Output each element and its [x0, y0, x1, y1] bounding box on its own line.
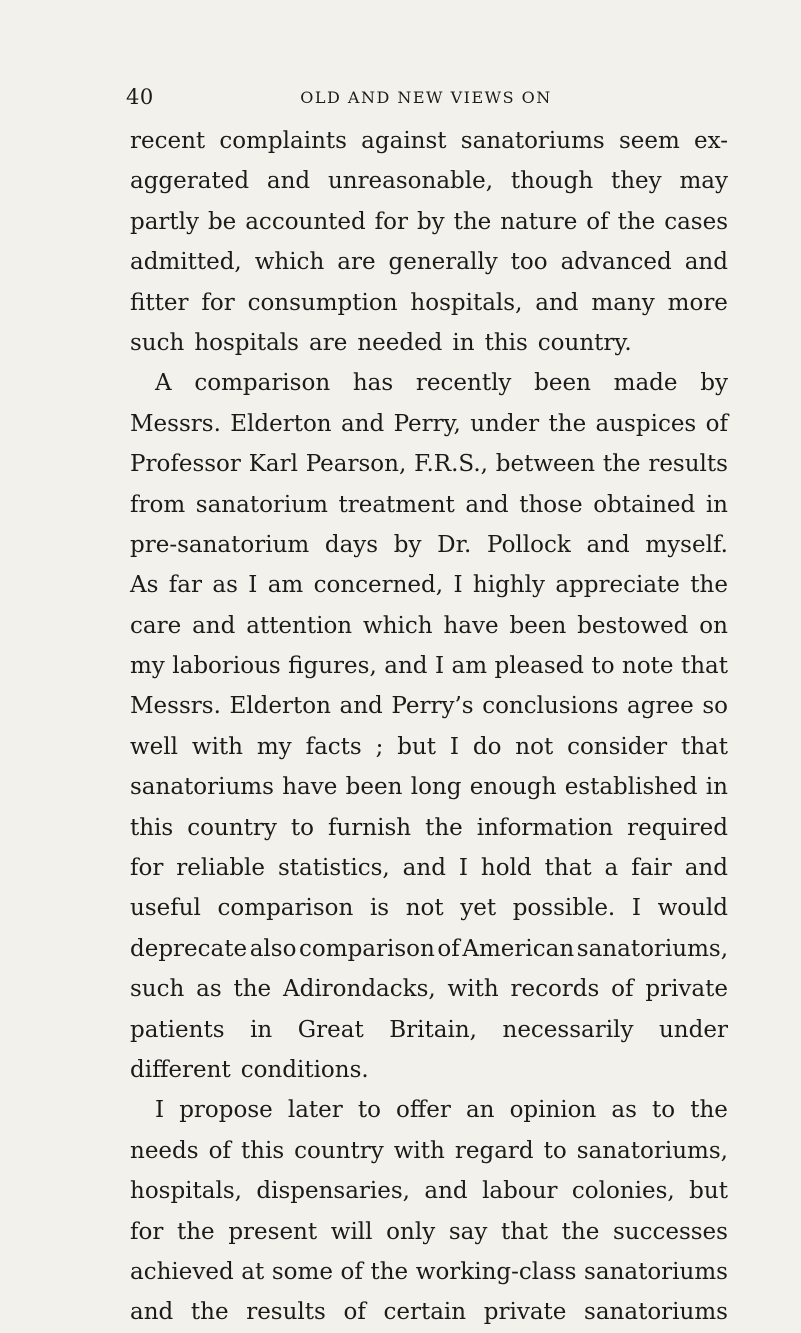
- text-line: this country to furnish the information required: [130, 814, 728, 841]
- text-line: partly be accounted for by the nature of the cases: [130, 208, 728, 235]
- text-line: admitted, which are generally too advanced and: [130, 249, 728, 276]
- text-line: well with my facts ; but I do not consider that: [130, 733, 728, 760]
- text-line: such as the Adirondacks, with records of private: [130, 976, 728, 1003]
- text-line: aggerated and unreasonable, though they may: [130, 168, 728, 195]
- text-line: A comparison has recently been made by: [155, 370, 728, 397]
- text-line: for reliable statistics, and I hold that a fair and: [130, 855, 728, 882]
- text-line: care and attention which have been bestowed on: [130, 612, 728, 639]
- text-line: useful comparison is not yet possible. I would: [130, 895, 728, 922]
- running-head: [126, 82, 726, 112]
- text-line: pre-sanatorium days by Dr. Pollock and myself.: [130, 531, 728, 558]
- text-line: fitter for consumption hospitals, and many more: [130, 289, 728, 316]
- text-line: I propose later to offer an opinion as to the: [155, 1097, 728, 1124]
- text-line: recent complaints against sanatoriums seem ex-: [130, 128, 728, 154]
- text-line: Messrs. Elderton and Perry, under the auspices of: [130, 410, 728, 437]
- text-line: deprecate also comparison of American sanatoriums,: [130, 935, 728, 962]
- text-line: Messrs. Elderton and Perry’s conclusions agree so: [130, 693, 728, 720]
- body-text: [130, 121, 728, 1333]
- text-line: As far as I am concerned, I highly appreciate the: [130, 572, 728, 599]
- text-line: such hospitals are needed in this country.: [130, 329, 632, 356]
- text-line: and the results of certain private sanatoriums: [130, 1299, 728, 1326]
- text-line: Professor Karl Pearson, F.R.S., between the results: [130, 451, 728, 478]
- running-title: OLD AND NEW VIEWS ON: [300, 88, 552, 107]
- text-line: patients in Great Britain, necessarily under: [130, 1016, 728, 1043]
- text-line: needs of this country with regard to sanatoriums,: [130, 1137, 728, 1164]
- text-line: sanatoriums have been long enough established in: [130, 774, 728, 801]
- text-line: from sanatorium treatment and those obtained in: [130, 491, 728, 518]
- text-line: for the present will only say that the successes: [130, 1218, 728, 1245]
- text-line: my laborious figures, and I am pleased to note that: [130, 653, 728, 680]
- text-line: different conditions.: [130, 1056, 369, 1083]
- page-number: 40: [126, 85, 154, 109]
- text-line: achieved at some of the working-class sanatoriums: [130, 1258, 728, 1285]
- text-line: hospitals, dispensaries, and labour colonies, but: [130, 1178, 728, 1205]
